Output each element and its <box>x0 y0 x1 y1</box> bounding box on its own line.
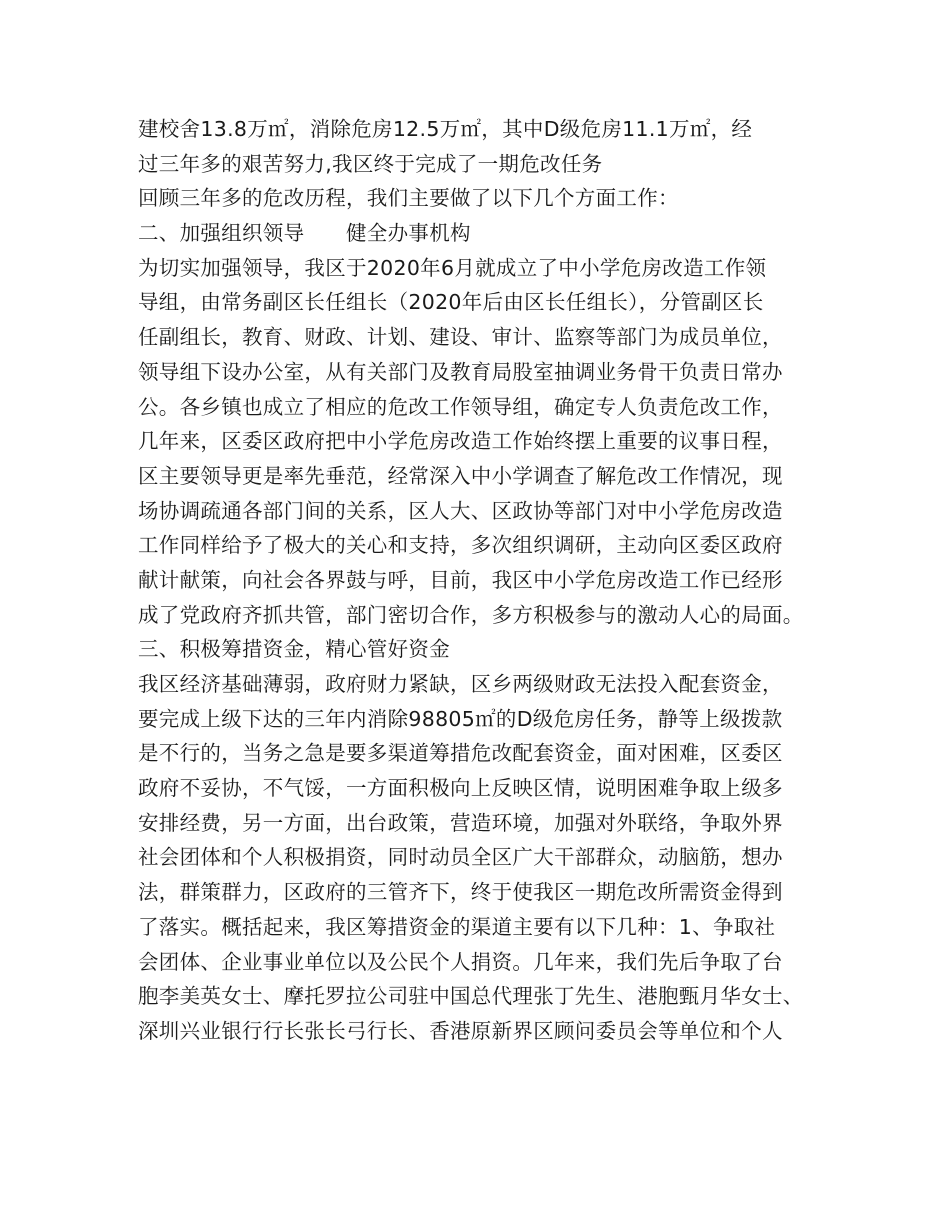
text-line: 工作同样给予了极大的关心和支持，多次组织调研，主动向区委区政府 <box>138 533 783 558</box>
text-line: 我区经济基础薄弱，政府财力紧缺，区乡两级财政无法投入配套资金， <box>138 672 783 696</box>
body-text <box>138 112 828 1049</box>
text-line: 安排经费，另一方面，出台政策，营造环境，加强对外联络，争取外界 <box>138 810 783 835</box>
text-line: 要完成上级下达的三年内消除98805㎡的D级危房任务，静等上级拨款 <box>138 706 783 731</box>
section-heading: 二、加强组织领导 健全办事机构 <box>138 221 471 246</box>
section-heading: 三、积极筹措资金，精心管好资金 <box>138 637 450 662</box>
text-line: 社会团体和个人积极捐资，同时动员全区广大干部群众，动脑筋，想办 <box>138 845 783 870</box>
text-line: 成了党政府齐抓共管，部门密切合作，多方积极参与的激动人心的局面。 <box>138 602 804 627</box>
text-line: 法，群策群力，区政府的三管齐下，终于使我区一期危改所需资金得到 <box>138 880 783 905</box>
text-line: 了落实。概括起来，我区筹措资金的渠道主要有以下几种：1、争取社 <box>138 914 776 939</box>
text-line: 公。各乡镇也成立了相应的危改工作领导组，确定专人负责危改工作， <box>138 394 783 419</box>
text-line: 深圳兴业银行行长张长弓行长、香港原新界区顾问委员会等单位和个人 <box>138 1018 783 1043</box>
text-line: 政府不妥协，不气馁，一方面积极向上反映区情，说明困难争取上级多 <box>138 776 783 801</box>
text-line: 胞李美英女士、摩托罗拉公司驻中国总代理张丁先生、港胞甄月华女士、 <box>138 984 804 1009</box>
text-line: 导组，由常务副区长任组长（2020年后由区长任组长），分管副区长 <box>138 290 764 315</box>
text-line: 任副组长，教育、财政、计划、建设、审计、监察等部门为成员单位， <box>138 325 783 350</box>
text-line: 场协调疏通各部门间的关系，区人大、区政协等部门对中小学危房改造 <box>138 498 783 523</box>
text-line: 领导组下设办公室，从有关部门及教育局股室抽调业务骨干负责日常办 <box>138 359 783 384</box>
text-line: 几年来，区委区政府把中小学危房改造工作始终摆上重要的议事日程， <box>138 429 783 454</box>
text-line: 为切实加强领导，我区于2020年6月就成立了中小学危房改造工作领 <box>138 255 767 280</box>
text-line: 区主要领导更是率先垂范，经常深入中小学调查了解危改工作情况，现 <box>138 463 783 488</box>
text-line: 建校舍13.8万㎡，消除危房12.5万㎡，其中D级危房11.1万㎡，经 <box>138 117 753 141</box>
text-line: 献计献策，向社会各界鼓与呼，目前，我区中小学危房改造工作已经形 <box>138 567 783 592</box>
text-line: 会团体、企业事业单位以及公民个人捐资。几年来，我们先后争取了台 <box>138 949 783 974</box>
text-line: 是不行的，当务之急是要多渠道筹措危改配套资金，面对困难，区委区 <box>138 741 783 766</box>
text-line: 过三年多的艰苦努力,我区终于完成了一期危改任务 <box>138 151 603 176</box>
text-line: 回顾三年多的危改历程，我们主要做了以下几个方面工作： <box>138 186 679 211</box>
